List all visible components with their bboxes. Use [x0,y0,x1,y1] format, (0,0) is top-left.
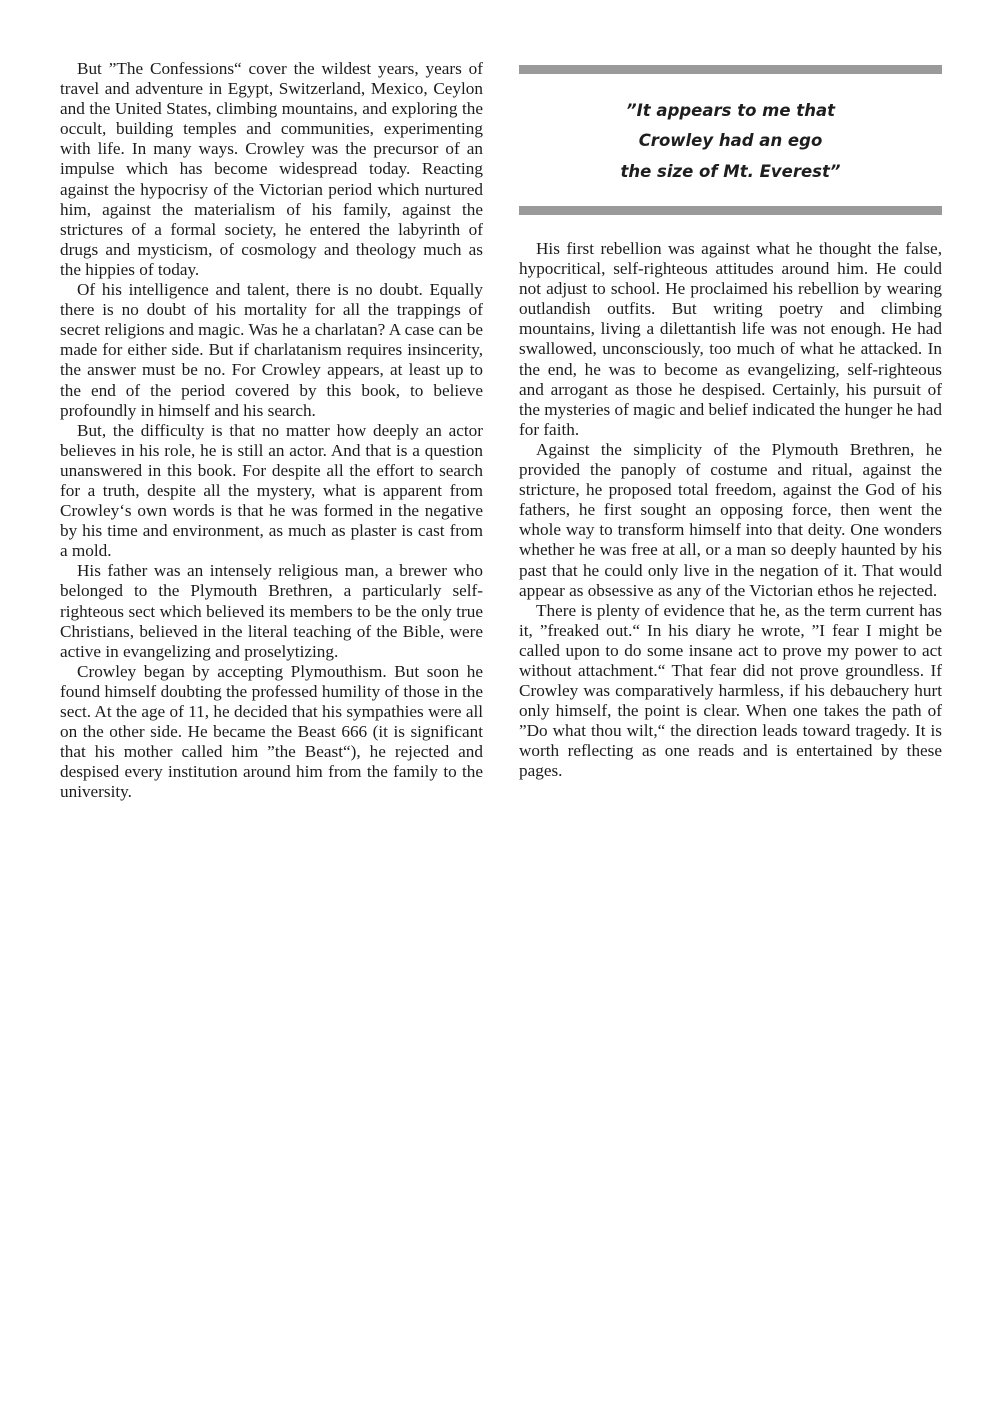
body-paragraph: Crowley began by accepting Plymouthism. But soon he found himself doubting the professed humility of those in the sect. At the age of 11, he decided that his sympathies were all on the other side. He became the Beast 666 (it is significant that his mother called him ”the Beast“), he rejected and despised every institution around him from the family to the university. [60,661,483,802]
pull-quote-line: ”It appears to me that [626,101,835,120]
body-paragraph: Of his intelligence and talent, there is no doubt. Equally there is no doubt of his mortality for all the trappings of secret religions and magic. Was he a charlatan? A case can be made for either side. But if charlatanism requires insincerity, the answer must be no. For Crowley appears, at least up to the end of the period covered by this book, to believe profoundly in himself and his search. [60,280,483,420]
body-paragraph: But, the difficulty is that no matter how deeply an actor believes in his role, he is still an actor. And that is a question unanswered in this book. For despite all the effort to search for a truth, despite all the mystery, what is apparent from Crowley‘s own words is that he was formed in the negative by his time and environment, as much as plaster is cast from a mold. [60,420,483,561]
body-paragraph: His father was an intensely religious man, a brewer who belonged to the Plymouth Brethren, a particularly self-righteous sect which believed its members to be the only true Christians, believed in the literal teaching of the Bible, were active in evangelizing and proselytizing. [60,561,483,661]
pull-quote-bottom-rule [519,206,942,215]
body-paragraph: Against the simplicity of the Plymouth Brethren, he provided the panoply of costume and ritual, against the stricture, he proposed total freedom, against the God of his fathers, he first sought an opposing force, then went the whole way to transform himself into that deity. One wonders whether he was free at all, or a man so deeply haunted by his past that he could only live in the negation of it. That would appear as obsessive as any of the Victorian ethos he rejected. [519,439,942,600]
pull-quote [519,65,942,215]
pull-quote-text [519,96,942,187]
left-text-column [60,59,483,802]
right-text-column [519,239,942,782]
pull-quote-line: Crowley had an ego [638,131,823,151]
pull-quote-top-rule [519,65,942,74]
body-paragraph: There is plenty of evidence that he, as the term current has it, ”freaked out.“ In his diary he wrote, ”I fear I might be called upon to do some insane act to prove my power to act without attachment.“ That fear did not prove groundless. If Crowley was comparatively harmless, if his debauchery hurt only himself, the point is clear. When one takes the path of ”Do what thou wilt,“ the direction leads toward tragedy. It is worth reflecting as one reads and is entertained by these pages. [519,600,942,781]
pull-quote-line: the size of Mt. Everest” [620,161,841,181]
body-paragraph: But ”The Confessions“ cover the wildest years, years of travel and adventure in Egypt, Switzerland, Mexico, Ceylon and the United States, climbing mountains, and exploring the occult, building temples and communities, experimenting with life. In many ways. Crowley was the precursor of an impulse which has become widespread today. Reacting against the hypocrisy of the Victorian period which nurtured him, against the materialism of his family, against the strictures of a formal society, he entered the labyrinth of drugs and mysticism, of cosmology and theology much as the hippies of today. [60,59,483,279]
body-paragraph: His first rebellion was against what he thought the false, hypocritical, self-righteous attitudes around him. He could not adjust to school. He proclaimed his rebellion by wearing outlandish outfits. But writing poetry and climbing mountains, living a dilettantish life was not enough. He had swallowed, unconsciously, too much of what he attacked. In the end, he was to become as evangelizing, self-righteous and arrogant as those he despised. Certainly, his pursuit of the mysteries of magic and belief indicated the hunger he had for faith. [519,239,942,439]
